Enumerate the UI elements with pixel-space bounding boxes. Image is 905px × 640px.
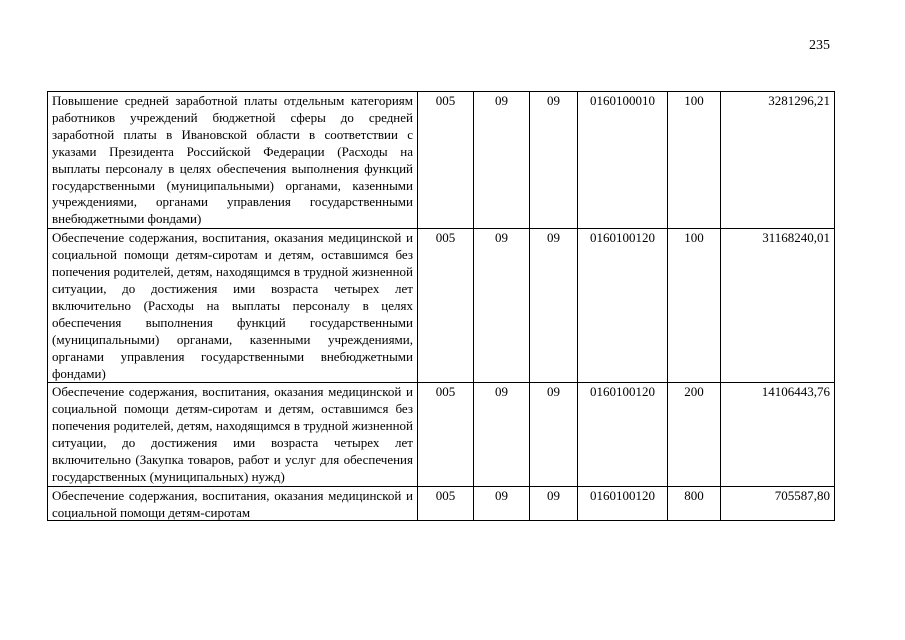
row-target-code: 0160100120 (578, 229, 668, 383)
row-ministry-code: 005 (418, 92, 474, 229)
row-description: Обеспечение содержания, воспитания, оказания медицинской и социальной помощи детям-сиротам и детям, оставшимся без попечения родителей, детям, находящимся в трудной жизненной ситуации, до достижения ими возраста четырех лет включительно (Закупка товаров, работ и услуг для обеспечения государственных (муниципальных) нужд) (48, 383, 418, 486)
table-row (48, 486, 835, 520)
row-expense-type: 100 (668, 229, 721, 383)
row-amount: 14106443,76 (721, 383, 835, 486)
row-description: Обеспечение содержания, воспитания, оказания медицинской и социальной помощи детям-сиротам и детям, оставшимся без попечения родителей, детям, находящимся в трудной жизненной ситуации, до достижения ими возраста четырех лет включительно (Расходы на выплаты персоналу в целях обеспечения выполнения функций государственными (муниципальными) органами, казенными учреждениями, органами управления государственными внебюджетными фондами) (48, 229, 418, 383)
row-ministry-code: 005 (418, 383, 474, 486)
row-section-code: 09 (474, 229, 530, 383)
row-subsection-code: 09 (530, 229, 578, 383)
row-section-code: 09 (474, 92, 530, 229)
row-description: Повышение средней заработной платы отдельным категориям работников учреждений бюджетной сферы до средней заработной платы в Ивановской области в соответствии с указами Президента Российской Федерации (Расходы на выплаты персоналу в целях обеспечения выполнения функций государственными (муниципальными) органами, казенными учреждениями, органами управления государственными внебюджетными фондами) (48, 92, 418, 229)
row-expense-type: 100 (668, 92, 721, 229)
row-ministry-code: 005 (418, 229, 474, 383)
row-target-code: 0160100010 (578, 92, 668, 229)
table-row (48, 92, 835, 229)
table-row (48, 383, 835, 486)
row-amount: 31168240,01 (721, 229, 835, 383)
row-section-code: 09 (474, 383, 530, 486)
page-number: 235 (809, 38, 830, 53)
row-subsection-code: 09 (530, 383, 578, 486)
row-section-code: 09 (474, 486, 530, 520)
row-ministry-code: 005 (418, 486, 474, 520)
row-expense-type: 800 (668, 486, 721, 520)
row-amount: 3281296,21 (721, 92, 835, 229)
row-expense-type: 200 (668, 383, 721, 486)
table-row (48, 229, 835, 383)
row-target-code: 0160100120 (578, 486, 668, 520)
budget-table (47, 91, 835, 521)
row-subsection-code: 09 (530, 486, 578, 520)
row-target-code: 0160100120 (578, 383, 668, 486)
row-subsection-code: 09 (530, 92, 578, 229)
row-description-text: Обеспечение содержания, воспитания, оказания медицинской и социальной помощи детям-сиротам (52, 487, 413, 520)
row-description (48, 486, 418, 520)
row-amount: 705587,80 (721, 486, 835, 520)
